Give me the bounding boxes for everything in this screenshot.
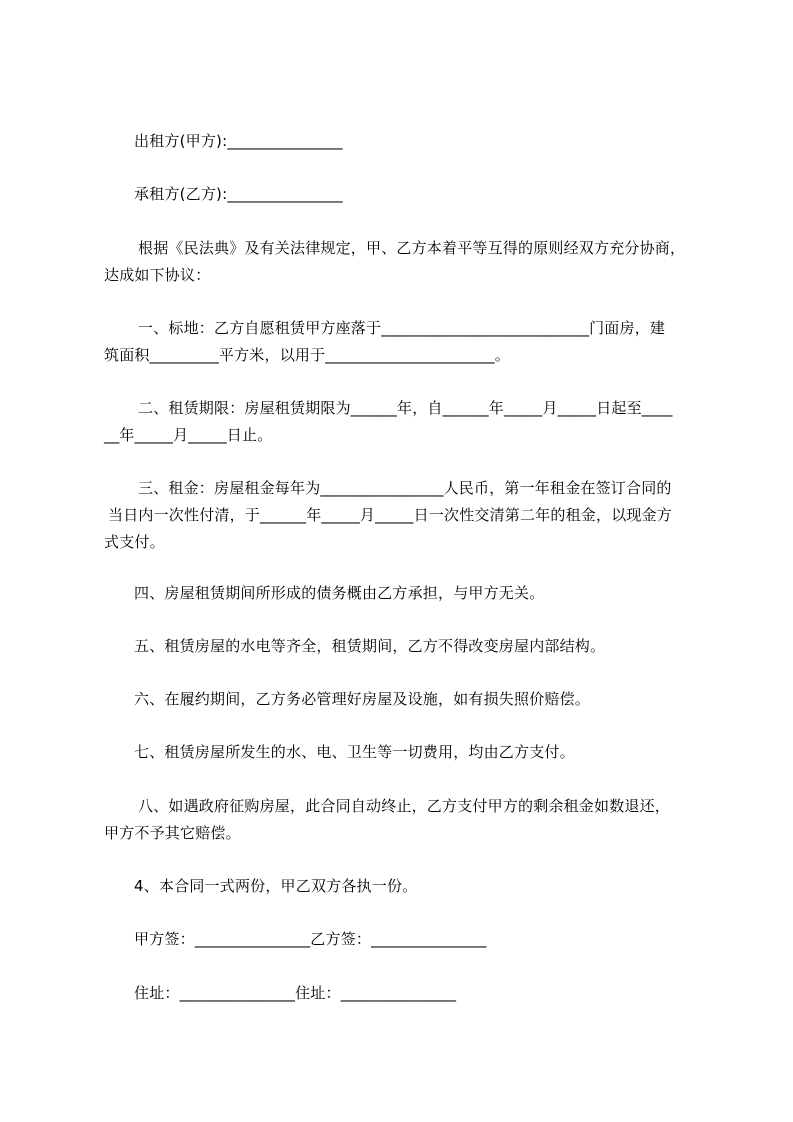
preamble-line-1: 根据《民法典》及有关法律规定，甲、乙方本着平等互得的原则经双方充分协商，	[138, 239, 686, 257]
lessee-line: 承租方(乙方):_______________	[134, 185, 343, 203]
clause8-line-2: 甲方不予其它赔偿。	[104, 824, 241, 842]
signature-line: 甲方签：_______________乙方签：_______________	[134, 930, 487, 948]
clause3-line-2: 当日内一次性付清，于______年_____月_____日一次性交清第二年的租金，以现金方	[108, 506, 673, 524]
clause4-line: 四、房屋租赁期间所形成的债务概由乙方承担，与甲方无关。	[134, 584, 545, 602]
clause1-line-1: 一、标地：乙方自愿租赁甲方座落于___________________________门面房，建	[138, 319, 666, 337]
clause2-line-1: 二、租赁期限：房屋租赁期限为______年，自______年_____月_____日起至____	[138, 399, 673, 417]
clause3-line-3: 式支付。	[104, 533, 165, 551]
lessor-line: 出租方(甲方):_______________	[134, 132, 343, 150]
clause7-line: 七、租赁房屋所发生的水、电、卫生等一切费用，均由乙方支付。	[134, 743, 575, 761]
clause2-line-2: __年_____月_____日止。	[104, 426, 273, 444]
clause1-line-2: 筑面积_________平方米，以用于______________________。	[104, 346, 510, 364]
clause5-line: 五、租赁房屋的水电等齐全，租赁期间，乙方不得改变房屋内部结构。	[134, 637, 606, 655]
clause9-line: 4、本合同一式两份，甲乙双方各执一份。	[134, 877, 418, 895]
clause8-line-1: 八、如遇政府征购房屋，此合同自动终止，乙方支付甲方的剩余租金如数退还，	[138, 797, 671, 815]
clause3-line-1: 三、租金：房屋租金每年为________________人民币，第一年租金在签订合同的	[138, 479, 672, 497]
address-line: 住址：_______________住址：_______________	[134, 984, 457, 1002]
preamble-line-2: 达成如下协议：	[104, 266, 211, 284]
clause6-line: 六、在履约期间，乙方务必管理好房屋及设施，如有损失照价赔偿。	[134, 690, 591, 708]
